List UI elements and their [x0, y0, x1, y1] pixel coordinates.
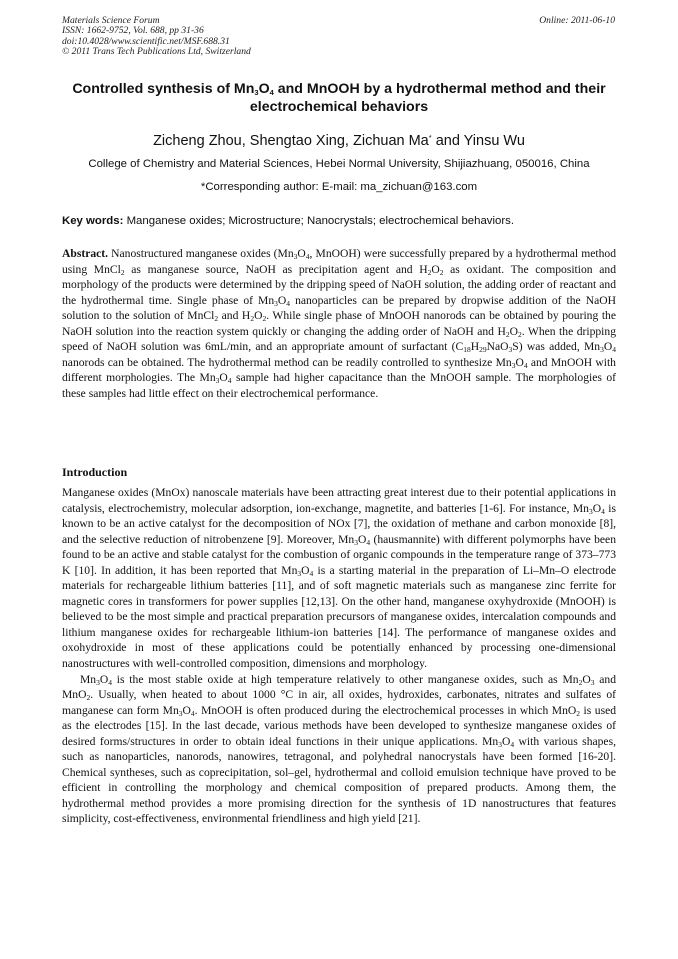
online-date: Online: 2011-06-10: [539, 15, 615, 26]
journal-name: Materials Science Forum: [62, 15, 160, 26]
abstract-label: Abstract.: [62, 247, 109, 260]
paper-title: Controlled synthesis of $Mn_3O_4$ and MnOOH by a hydrothermal method and their electrochemical behaviors: [72, 81, 606, 115]
keywords-label: Key words:: [62, 215, 124, 227]
keywords: [62, 214, 616, 228]
paragraph: $Mn_3O_4$ is the most stable oxide at high temperature relatively to other manganese oxides, such as $Mn_2O_3$ and MnO$_2$. Usually, when heated to about 1000 °C in air, all oxides, hydroxides, carbonates, nitrates and sulfates of manganese can form $Mn_3O_4$. MnOOH is often produced during the electrochemical processes in which MnO$_2$ is used as the electrodes [15]. In the last decade, various methods have been developed to synthesize manganese oxides of desired forms/structures in order to obtain ideal functions in their unique applications. $Mn_3O_4$ with various shapes, such as nanoparticles, nanorods, nanowires, tetragonal, and polyhedral nanocrystals have been formed [16-20]. Chemical syntheses, such as coprecipitation, sol–gel, hydrothermal and colloid emulsion technique have proved to be efficient in controlling the morphology and chemical composition of prepared products. Among them, the hydrothermal method provides a more promising direction for the synthesis of 1D nanostructures that features simplicity, cost-effectiveness, environmental friendliness and high yield [21].: [62, 672, 617, 826]
corresponding-author: *Corresponding author: E-mail: ma_zichuan@163.com: [200, 181, 478, 193]
author-list: Zicheng Zhou, Shengtao Xing, Zichuan Ma* and Yinsu Wu: [153, 133, 525, 149]
doi-line: doi:10.4028/www.scientific.net/MSF.688.31: [62, 35, 230, 47]
issn-line: ISSN: 1662-9752, Vol. 688, pp 31-36: [62, 25, 204, 37]
abstract: Abstract. Nanostructured manganese oxides ($Mn_3O_4$, MnOOH) were successfully prepared by a hydrothermal method using MnCl$_2$ as manganese source, NaOH as precipitation agent and $H_2O_2$ as oxidant. The composition and morphology of the products were determined by the dripping speed of NaOH solution, the adding order of reactant and the hydrothermal time. Single phase of $Mn_3O_4$ nanoparticles can be prepared by dropwise addition of the NaOH solution to the solution of MnCl$_2$ and $H_2O_2$. While single phase of MnOOH nanorods can be obtained by pouring the NaOH solution into the reaction system quickly or changing the adding order of NaOH and $H_2O_2$. When the dripping speed of NaOH solution was 6mL/min, and an appropriate amount of surfactant $(C_{18}H_{29}NaO_3S)$ was added, $Mn_3O_4$ nanorods can be obtained. The hydrothermal method can be readily controlled to synthesize $Mn_3O_4$ and MnOOH with different morphologies. The $Mn_3O_4$ sample had higher capacitance than the MnOOH sample. The morphologies of these samples had little effect on their electrochemical performance.: [62, 247, 616, 400]
copyright-line: © 2011 Trans Tech Publications Ltd, Switzerland: [62, 46, 251, 58]
keywords-text: Manganese oxides; Microstructure; Nanocrystals; electrochemical behaviors.: [123, 215, 515, 227]
journal-header: [62, 16, 251, 58]
paragraph: Manganese oxides (MnOx) nanoscale materials have been attracting great interest due to their potential applications in catalysis, electrochemistry, molecular adsorption, ion-exchange, magnetite, and batteries [1-6]. For instance, $Mn_3O_4$ is known to be an active catalyst for the decomposition of NOx [7], the oxidation of methane and carbon monoxide [8], and the selective reduction of nitrobenzene [9]. Moreover, $Mn_3O_4$ (hausmannite) with different polymorphs have been found to be an active and stable catalyst for the combustion of organic compounds in the temperature range of 373–773 K [10]. In addition, it has been reported that $Mn_3O_4$ is a starting material in the preparation of Li–Mn–O electrode materials for rechargeable lithium batteries [11], and of soft magnetic materials such as manganese zinc ferrite for magnetic cores in transformers for power supplies [12,13]. On the other hand, manganese oxyhydroxide (MnOOH) is believed to be the most simple and practical preparation precursors of manganese oxides, intercalation compounds and lithium manganese oxides for rechargeable lithium-ion batteries [14]. The performance of manganese oxides and oxohydroxide in most of these applications could be potentially enhanced by processing one-dimensional nanostructures with well-controlled composition, dimensions and morphology.: [62, 486, 616, 671]
introduction-body: [62, 485, 616, 827]
affiliation: College of Chemistry and Material Sciences, Hebei Normal University, Shijiazhuang, 050016, China: [88, 158, 590, 170]
section-heading-introduction: Introduction: [62, 465, 128, 479]
